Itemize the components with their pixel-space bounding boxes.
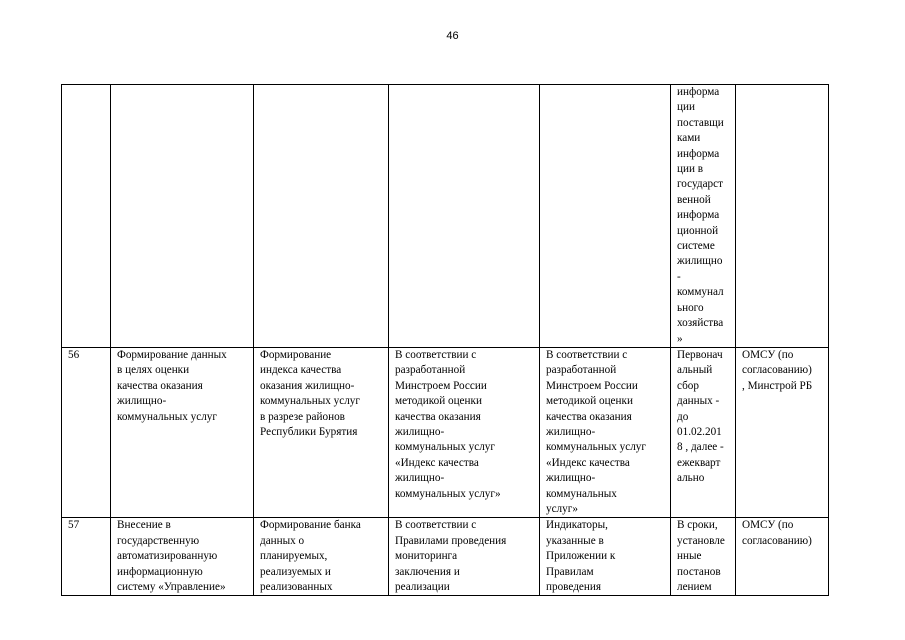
activity-cell: [111, 85, 254, 348]
basis-cell: В соответствии с разработанной Минстроем России методикой оценки качества оказания жилищно- коммунальных услуг «Индекс качества жилищно- коммунальных услуг»: [389, 347, 540, 517]
task-cell: [254, 85, 389, 348]
row-number-cell: [62, 85, 111, 348]
basis-cell: [389, 85, 540, 348]
indicator-cell: [540, 85, 671, 348]
table-row: [62, 85, 829, 348]
task-cell: Формирование банка данных о планируемых, реализуемых и реализованных: [254, 518, 389, 596]
page-number: 46: [446, 30, 459, 42]
table-row: [62, 518, 829, 596]
responsible-cell: ОМСУ (по согласованию): [736, 518, 829, 596]
deadline-cell: Первонач альный сбор данных - до 01.02.201 8 , далее - ежекварт ально: [671, 347, 736, 517]
activity-cell: Формирование данных в целях оценки качества оказания жилищно- коммунальных услуг: [111, 347, 254, 517]
deadline-cell: информа ции поставщи ками информа ции в государст венной информа ционной системе жилищно - коммунал ьного хозяйства »: [671, 85, 736, 348]
table-row: [62, 347, 829, 517]
row-number-cell: 57: [62, 518, 111, 596]
deadline-cell: В сроки, установле нные постанов лением: [671, 518, 736, 596]
responsible-cell: [736, 85, 829, 348]
indicator-cell: В соответствии с разработанной Минстроем России методикой оценки качества оказания жилищно- коммунальных услуг «Индекс качества жилищно- коммунальных услуг»: [540, 347, 671, 517]
plan-table: [61, 84, 829, 596]
task-cell: Формирование индекса качества оказания жилищно- коммунальных услуг в разрезе районов Республики Бурятия: [254, 347, 389, 517]
responsible-cell: ОМСУ (по согласованию) , Минстрой РБ: [736, 347, 829, 517]
basis-cell: В соответствии с Правилами проведения мониторинга заключения и реализации: [389, 518, 540, 596]
row-number-cell: 56: [62, 347, 111, 517]
activity-cell: Внесение в государственную автоматизированную информационную систему «Управление»: [111, 518, 254, 596]
indicator-cell: Индикаторы, указанные в Приложении к Правилам проведения: [540, 518, 671, 596]
